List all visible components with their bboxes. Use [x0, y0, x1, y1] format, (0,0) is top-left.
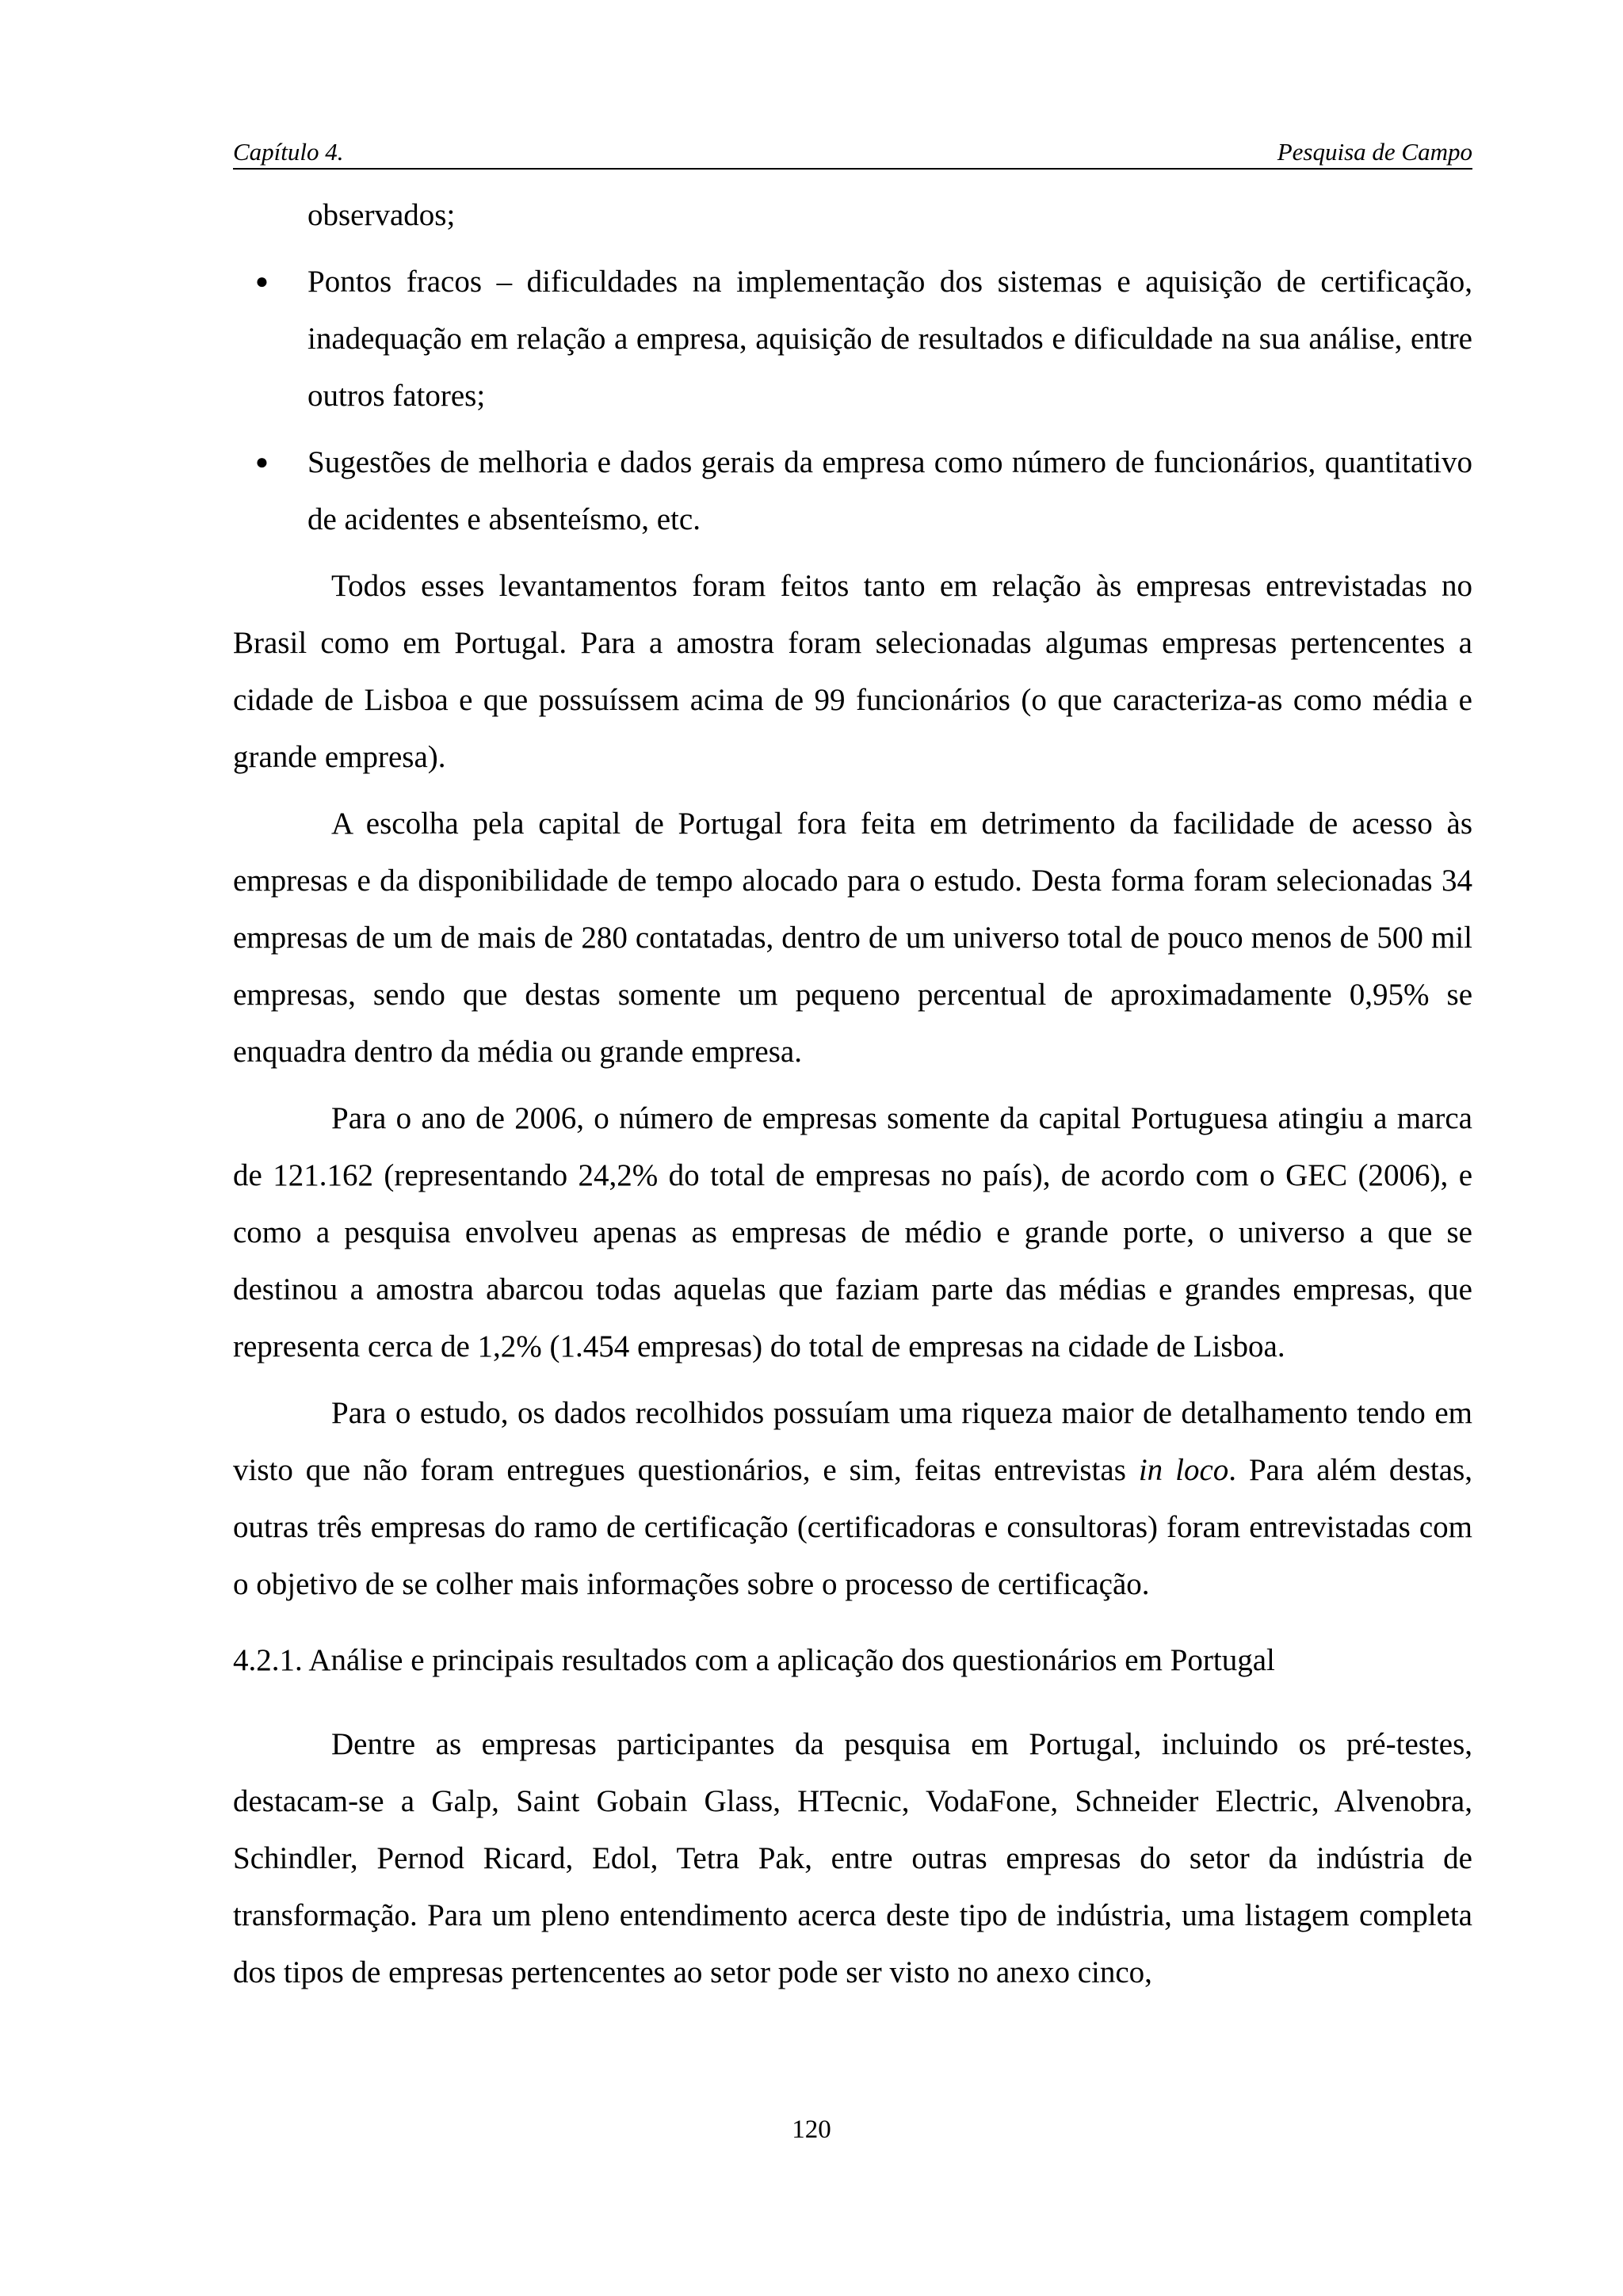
body-text — [233, 187, 1472, 2001]
bullet-icon: ● — [255, 450, 269, 475]
header-chapter: Capítulo 4. — [233, 138, 344, 166]
paragraph: Dentre as empresas participantes da pesquisa em Portugal, incluindo os pré-testes, destacam-se a Galp, Saint Gobain Glass, HTecnic, VodaFone, Schneider Electric, Alvenobra, Schindler, Pernod Ricard, Edol, Tetra Pak, entre outras empresas do setor da indústria de transformação. Para um pleno entendimento acerca deste tipo de indústria, uma listagem completa dos tipos de empresas pertencentes ao setor pode ser visto no anexo cinco, — [233, 1727, 1472, 1989]
paragraph — [233, 1385, 1472, 1613]
section-heading: 4.2.1. Análise e principais resultados com a aplicação dos questionários em Portugal — [233, 1643, 1275, 1677]
paragraph-text: Para o estudo, os dados recolhidos possuíam uma riqueza maior de detalhamento tendo em visto que não foram entregues questionários, e sim, feitas entrevistas — [233, 1396, 1472, 1487]
bullet-icon: ● — [255, 269, 269, 294]
bullet-item — [233, 254, 1472, 425]
running-header — [233, 133, 1472, 170]
header-section: Pesquisa de Campo — [1277, 138, 1472, 166]
bullet-item — [233, 434, 1472, 548]
bullet-text: Sugestões de melhoria e dados gerais da empresa como número de funcionários, quantitativo de acidentes e absenteísmo, etc. — [307, 445, 1472, 536]
paragraph: Para o ano de 2006, o número de empresas somente da capital Portuguesa atingiu a marca de 121.162 (representando 24,2% do total de empresas no país), de acordo com o GEC (2006), e como a pesquisa envolveu apenas as empresas de médio e grande porte, o universo a que se destinou a amostra abarcou todas aquelas que faziam parte das médias e grandes empresas, que representa cerca de 1,2% (1.454 empresas) do total de empresas na cidade de Lisboa. — [233, 1101, 1472, 1363]
paragraph: A escolha pela capital de Portugal fora feita em detrimento da facilidade de acesso às empresas e da disponibilidade de tempo alocado para o estudo. Desta forma foram selecionadas 34 empresas de um de mais de 280 contatadas, dentro de um universo total de pouco menos de 500 mil empresas, sendo que destas somente um pequeno percentual de aproximadamente 0,95% se enquadra dentro da média ou grande empresa. — [233, 807, 1472, 1069]
page-number: 120 — [792, 2115, 831, 2144]
paragraph: Todos esses levantamentos foram feitos tanto em relação às empresas entrevistadas no Brasil como em Portugal. Para a amostra foram selecionadas algumas empresas pertencentes a cidade de Lisboa e que possuíssem acima de 99 funcionários (o que caracteriza-as como média e grande empresa). — [233, 569, 1472, 774]
italic-term: in loco — [1138, 1453, 1229, 1487]
continuation-text: observados; — [307, 198, 456, 232]
bullet-text: Pontos fracos – dificuldades na implementação dos sistemas e aquisição de certificação, inadequação em relação a empresa, aquisição de resultados e dificuldade na sua análise, entre outros fatores; — [307, 265, 1472, 413]
paragraph-text: . Para além destas, outras três empresas do ramo de certificação (certificadoras e consultoras) foram entrevistadas com o objetivo de se colher mais informações sobre o processo de certificação. — [233, 1453, 1472, 1601]
